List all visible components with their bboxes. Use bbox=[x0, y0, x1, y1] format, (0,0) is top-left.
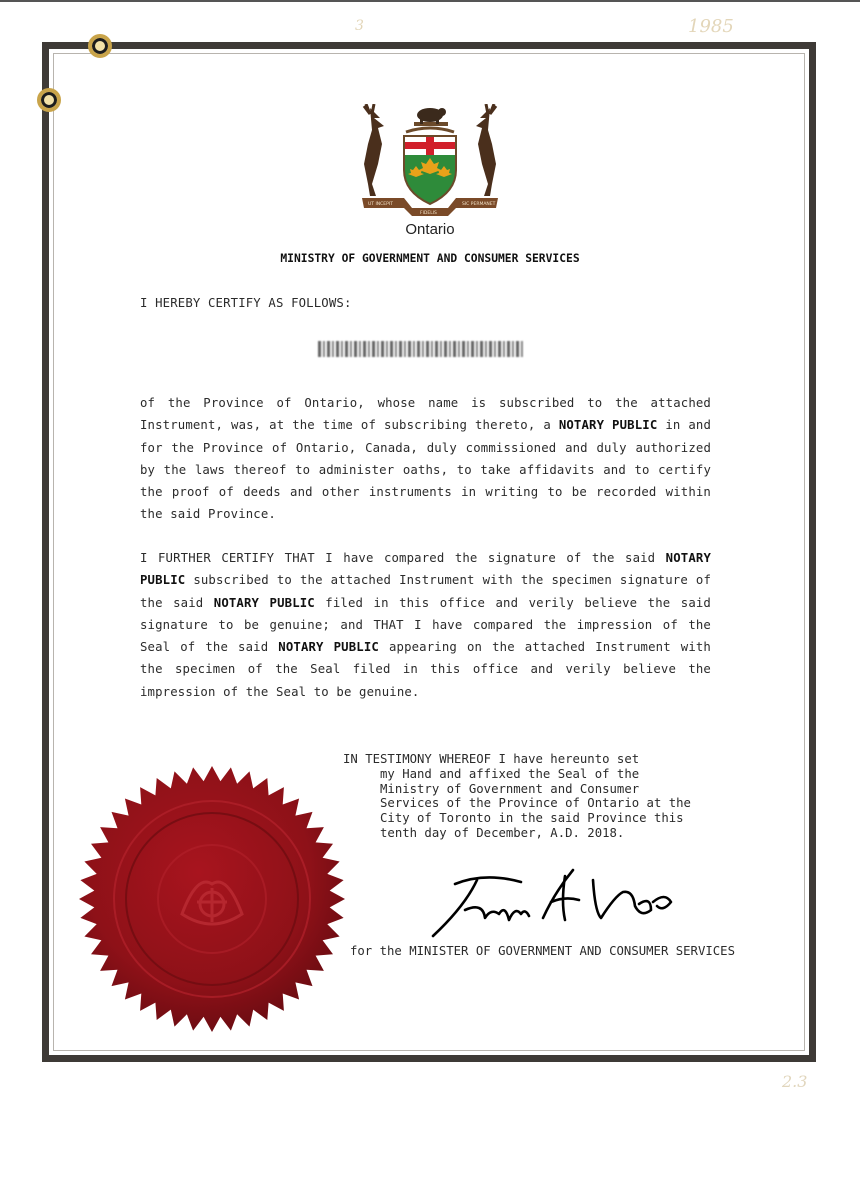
testimony-line: Services of the Province of Ontario at the bbox=[343, 796, 691, 811]
testimony-line: tenth day of December, A.D. 2018. bbox=[343, 825, 625, 840]
paragraph2-text-a: I FURTHER CERTIFY THAT I have compared the signature of the said bbox=[140, 551, 666, 565]
footer-pencil-note: 2.3 bbox=[782, 1072, 808, 1091]
testimony-line: IN TESTIMONY WHEREOF I have hereunto set bbox=[343, 752, 640, 766]
testimony-line: Ministry of Government and Consumer bbox=[343, 781, 640, 796]
certify-intro: I HEREBY CERTIFY AS FOLLOWS: bbox=[140, 296, 352, 310]
ontario-coat-of-arms bbox=[360, 104, 500, 239]
paragraph2-text-d: appearing on the attached Instrument with the specimen of the Seal filed in this office and verily believe the impression of the Seal to be genuine. bbox=[140, 640, 711, 699]
motto-right-text: SIC PERMANET bbox=[462, 202, 496, 207]
bear-crest-icon bbox=[406, 108, 454, 132]
notary-public-label: NOTARY PUBLIC bbox=[558, 418, 658, 433]
signature-caption: for the MINISTER OF GOVERNMENT AND CONSUMER SERVICES bbox=[350, 944, 735, 958]
motto-center-text: FIDELIS bbox=[420, 211, 437, 216]
notary-public-label: NOTARY PUBLIC bbox=[140, 551, 711, 588]
red-wax-seal bbox=[77, 764, 347, 1034]
corner-pencil-note: 1985 bbox=[688, 16, 734, 37]
paragraph2-text-b: subscribed to the attached Instrument with the specimen signature of the said bbox=[140, 573, 711, 610]
ministry-heading: MINISTRY OF GOVERNMENT AND CONSUMER SERVICES bbox=[280, 252, 580, 265]
paragraph-further-certify bbox=[140, 547, 711, 703]
motto-left-text: UT INCEPIT bbox=[368, 202, 393, 207]
shield-icon bbox=[404, 136, 456, 204]
handwritten-signature bbox=[425, 862, 675, 942]
deer-supporter-icon bbox=[476, 104, 496, 196]
testimony-line: City of Toronto in the said Province this bbox=[343, 811, 684, 826]
paragraph2-text-c: filed in this office and verily believe the said signature to be genuine; and THAT I have compared the impression of the Seal of the said bbox=[140, 595, 711, 655]
paragraph1-text-b: in and for the Province of Ontario, Canada, duly commissioned and duly authorized by the laws thereof to administer oaths, to take affidavits and to certify the proof of deeds and other instruments in writing to be recorded within the said Province. bbox=[140, 418, 712, 522]
paragraph-notary-status bbox=[140, 392, 711, 526]
redacted-notary-name bbox=[318, 341, 523, 357]
top-edge-line bbox=[0, 0, 860, 2]
province-wordmark: Ontario bbox=[405, 221, 455, 238]
small-pencil-note: 3 bbox=[355, 18, 364, 34]
paragraph1-text-a: of the Province of Ontario, whose name is subscribed to the attached Instrument, was, at the time of subscribing thereto, a bbox=[140, 396, 711, 433]
notary-public-label: NOTARY PUBLIC bbox=[213, 595, 315, 610]
notary-public-label: NOTARY PUBLIC bbox=[278, 640, 379, 655]
testimony-block bbox=[343, 752, 691, 841]
binder-ring-left bbox=[37, 88, 61, 112]
moose-supporter-icon bbox=[364, 104, 384, 196]
binder-ring-top bbox=[88, 34, 112, 58]
testimony-line: my Hand and affixed the Seal of the bbox=[343, 766, 640, 781]
